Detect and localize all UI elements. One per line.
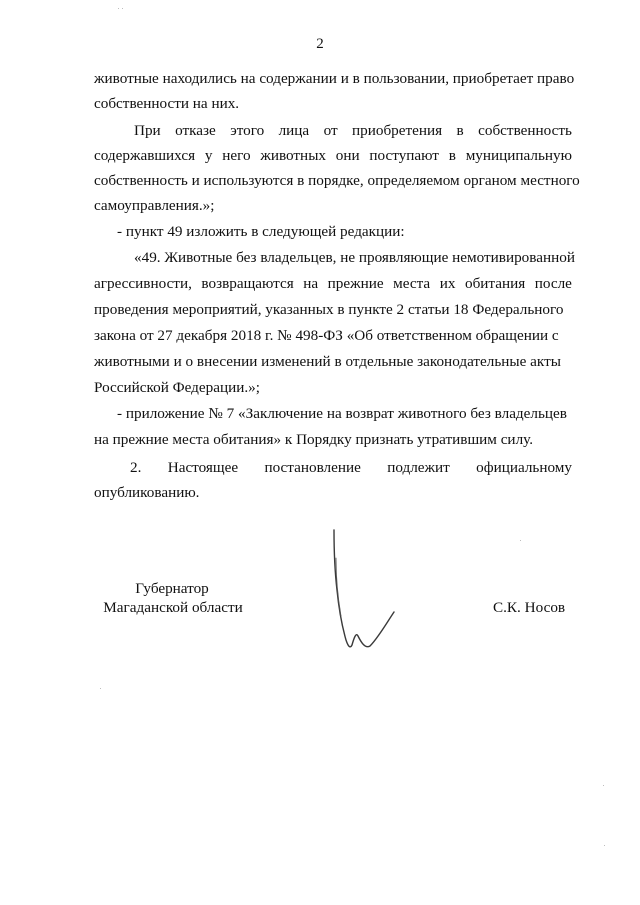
page-number: 2	[316, 36, 324, 52]
word: него	[222, 147, 251, 164]
paragraph-4-line-5: животными и о внесении изменений в отдельные законодательные акты	[94, 353, 561, 370]
word: муниципальную	[465, 147, 572, 164]
word: Настоящее	[167, 459, 239, 476]
word: 2.	[130, 459, 142, 476]
word: в	[456, 122, 464, 139]
paragraph-2-line-1	[134, 122, 572, 140]
paragraph-6-line-1	[130, 459, 572, 477]
scan-speck	[122, 8, 123, 9]
word: официальному	[476, 459, 572, 476]
word: собственность	[478, 122, 572, 139]
signatory-title-line-1: Губернатор	[135, 580, 209, 597]
paragraph-5-line-2: на прежние места обитания» к Порядку признать утратившим силу.	[94, 431, 534, 448]
word: содержавшихся	[94, 147, 196, 164]
word: постановление	[264, 459, 361, 476]
paragraph-4-line-6: Российской Федерации.»;	[94, 379, 260, 396]
paragraph-4-line-2	[94, 275, 572, 293]
word: обитания	[464, 275, 526, 292]
signatory-title-line-2: Магаданской области	[103, 599, 243, 616]
paragraph-5-line-1: - приложение № 7 «Заключение на возврат животного без владельцев	[117, 405, 567, 422]
paragraph-4-line-4: закона от 27 декабря 2018 г. № 498-ФЗ «Об ответственном обращении с	[94, 327, 559, 344]
paragraph-4-line-1: «49. Животные без владельцев, не проявляющие немотивированной	[134, 249, 575, 266]
scan-speck	[604, 845, 605, 846]
scan-speck	[603, 785, 604, 786]
word: приобретения	[352, 122, 443, 139]
word: от	[323, 122, 338, 139]
paragraph-2-line-2	[94, 147, 572, 165]
word: животных	[260, 147, 326, 164]
word: возвращаются	[201, 275, 294, 292]
word: на	[303, 275, 319, 292]
paragraph-4-line-3: проведения мероприятий, указанных в пункте 2 статьи 18 Федерального	[94, 301, 564, 318]
signatory-name: С.К. Носов	[493, 599, 566, 616]
paragraph-1-line-2: собственности на них.	[94, 95, 240, 112]
paragraph-2-line-3: собственность и используются в порядке, определяемом органом местного	[94, 172, 580, 189]
word: этого	[230, 122, 265, 139]
scan-speck	[520, 540, 521, 541]
word: их	[439, 275, 456, 292]
word: у	[204, 147, 213, 164]
paragraph-1-line-1: животные находились на содержании и в пользовании, приобретает право	[94, 70, 575, 87]
word: При	[134, 122, 161, 139]
word: лица	[278, 122, 310, 139]
word: поступают	[369, 147, 439, 164]
word: прежние	[327, 275, 384, 292]
paragraph-2-line-4: самоуправления.»;	[94, 197, 215, 214]
scan-speck	[118, 8, 119, 9]
word: места	[393, 275, 431, 292]
paragraph-6-line-2: опубликованию.	[94, 484, 200, 501]
word: они	[335, 147, 360, 164]
word: в	[448, 147, 456, 164]
word: после	[534, 275, 572, 292]
handwritten-signature	[318, 528, 398, 658]
word: отказе	[175, 122, 216, 139]
paragraph-3-line-1: - пункт 49 изложить в следующей редакции:	[117, 223, 405, 240]
word: агрессивности,	[94, 275, 192, 292]
scan-speck	[100, 688, 101, 689]
word: подлежит	[387, 459, 450, 476]
